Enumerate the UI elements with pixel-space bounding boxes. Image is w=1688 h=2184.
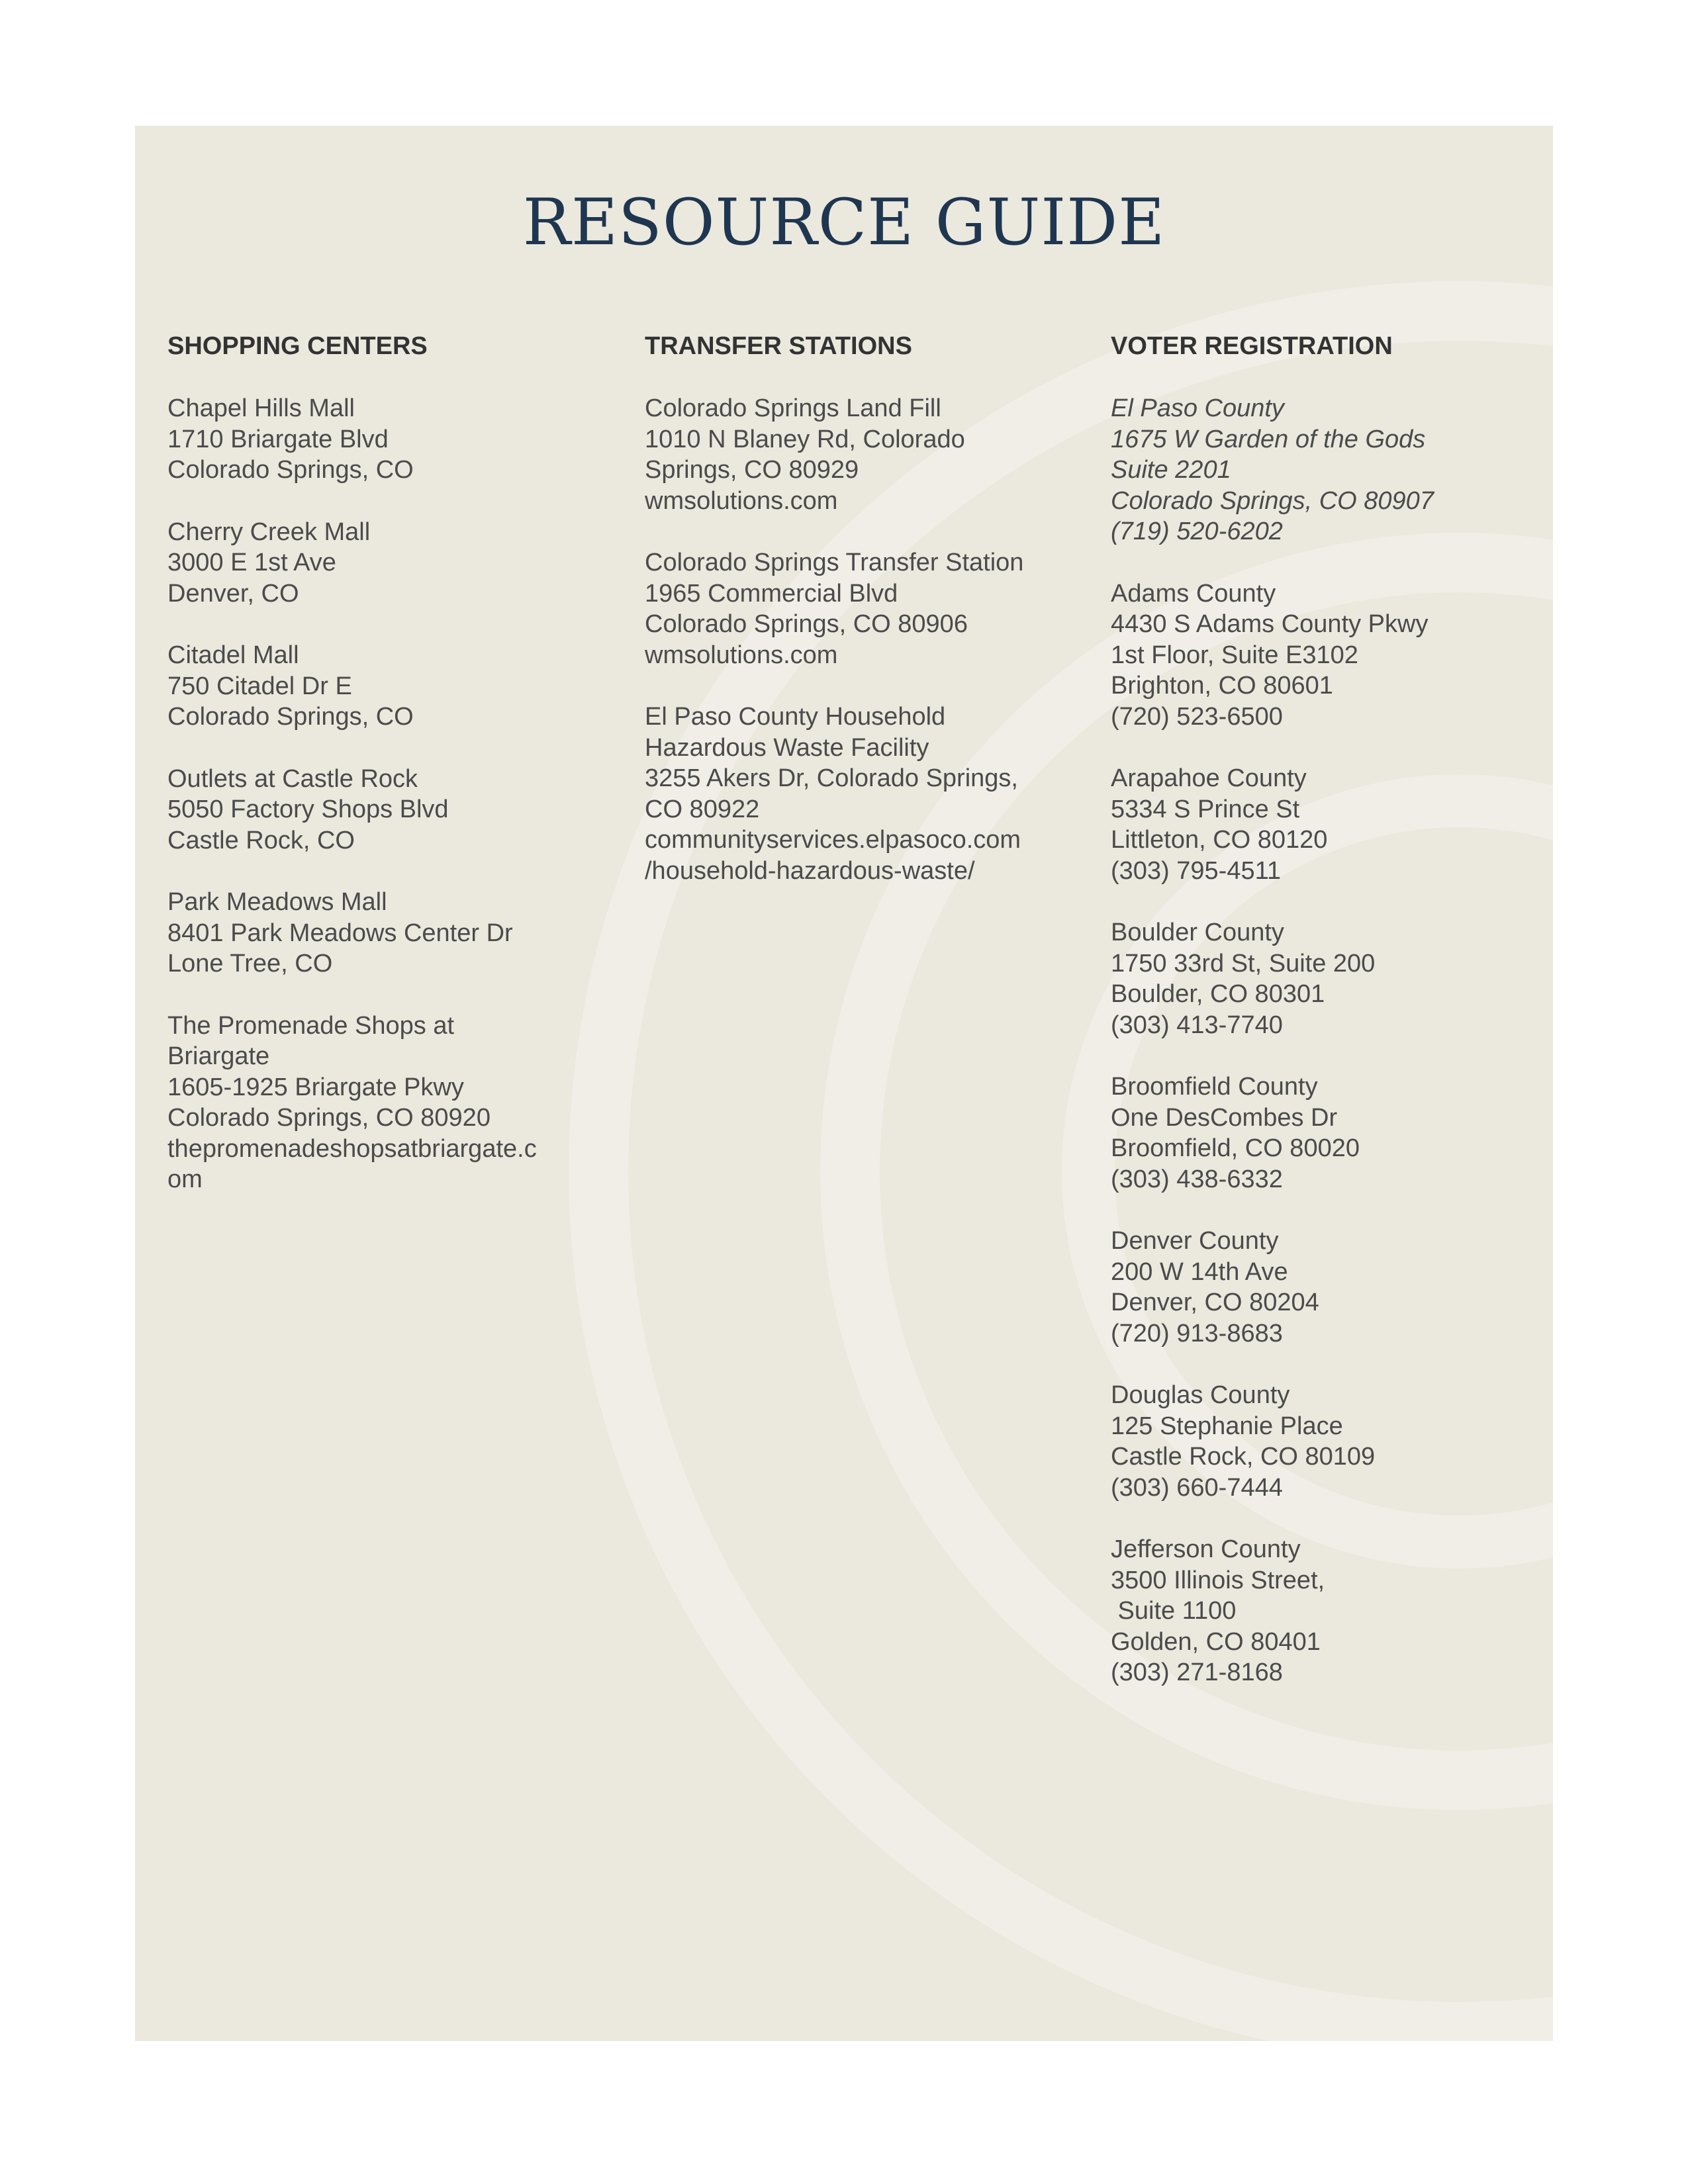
column-transfer-stations	[645, 331, 1095, 917]
entry-name: Citadel Mall	[167, 641, 299, 669]
page-title: RESOURCE GUIDE	[522, 185, 1166, 259]
entry-detail: Suite 1100	[1111, 1597, 1237, 1625]
entry-detail: 750 Citadel Dr E	[167, 672, 352, 700]
entry-detail: 1710 Briargate Blvd	[167, 425, 389, 453]
entry-detail: (303) 660-7444	[1111, 1473, 1283, 1502]
entry-name: Outlets at Castle Rock	[167, 764, 418, 793]
entry-detail: 5050 Factory Shops Blvd	[167, 796, 449, 823]
entry-detail: 1750 33rd St, Suite 200	[1111, 949, 1376, 978]
entry-detail: (303) 271-8168	[1111, 1659, 1283, 1686]
entry-detail: 3255 Akers Dr, Colorado Springs,	[645, 764, 1018, 792]
list-item	[167, 887, 604, 979]
entry-name: Colorado Springs Land Fill	[645, 394, 941, 422]
section-heading-transfer-stations: TRANSFER STATIONS	[645, 332, 912, 360]
entry-detail: 4430 S Adams County Pkwy	[1111, 610, 1429, 638]
section-heading-shopping-centers: SHOPPING CENTERS	[167, 332, 428, 360]
column-shopping-centers	[167, 331, 604, 1226]
entry-name: Broomfield County	[1111, 1073, 1318, 1101]
entry-name: Denver County	[1111, 1227, 1279, 1255]
resource-guide-panel	[135, 126, 1553, 2041]
entry-detail: Briargate	[167, 1042, 270, 1070]
section-heading-voter-registration: VOTER REGISTRATION	[1111, 332, 1393, 360]
list-item	[167, 1011, 604, 1195]
entry-detail: (303) 413-7740	[1111, 1011, 1283, 1039]
entry-detail: 1st Floor, Suite E3102	[1111, 641, 1358, 669]
list-item	[645, 702, 1095, 886]
entry-detail: Colorado Springs, CO 80907	[1111, 486, 1434, 515]
entry-name: Arapahoe County	[1111, 764, 1307, 792]
list-item	[167, 517, 604, 610]
entry-detail: Broomfield, CO 80020	[1111, 1134, 1360, 1162]
list-item	[167, 393, 604, 486]
list-item	[645, 393, 1095, 516]
entry-detail: 1965 Commercial Blvd	[645, 579, 898, 608]
shopping-centers-list	[167, 393, 604, 1195]
entry-detail: Hazardous Waste Facility	[645, 733, 929, 762]
entry-detail: Colorado Springs, CO 80920	[167, 1104, 491, 1132]
entry-detail: Boulder, CO 80301	[1111, 980, 1325, 1008]
entry-name: El Paso County Household	[645, 703, 946, 731]
transfer-stations-list	[645, 393, 1095, 886]
entry-detail: Castle Rock, CO 80109	[1111, 1443, 1376, 1471]
entry-detail: (303) 438-6332	[1111, 1165, 1283, 1193]
list-item	[1111, 1071, 1534, 1195]
entry-detail: wmsolutions.com	[645, 641, 838, 669]
entry-detail: /household-hazardous-waste/	[645, 856, 975, 885]
entry-detail: 3500 Illinois Street,	[1111, 1566, 1325, 1594]
entry-detail: Colorado Springs, CO 80906	[645, 610, 968, 638]
entry-name: Colorado Springs Transfer Station	[645, 549, 1024, 576]
entry-detail: 1675 W Garden of the Gods	[1111, 425, 1426, 453]
list-item	[167, 764, 604, 856]
entry-detail: 200 W 14th Ave	[1111, 1257, 1288, 1286]
entry-name: Douglas County	[1111, 1381, 1290, 1409]
entry-detail: One DesCombes Dr	[1111, 1103, 1338, 1132]
entry-detail: Lone Tree, CO	[167, 950, 333, 978]
list-item	[1111, 1226, 1534, 1349]
list-item	[1111, 917, 1534, 1040]
entry-detail: (720) 523-6500	[1111, 702, 1283, 731]
list-item	[167, 640, 604, 733]
entry-detail: 5334 S Prince St	[1111, 795, 1300, 823]
entry-detail: CO 80922	[645, 795, 760, 823]
entry-detail: (719) 520-6202	[1111, 518, 1283, 545]
entry-detail: Springs, CO 80929	[645, 456, 859, 484]
entry-detail: Colorado Springs, CO	[167, 703, 414, 731]
voter-registration-list	[1111, 393, 1534, 1688]
entry-name: Boulder County	[1111, 919, 1284, 946]
list-item	[1111, 578, 1534, 733]
entry-detail: Brighton, CO 80601	[1111, 672, 1333, 700]
list-item	[1111, 393, 1534, 547]
entry-detail: Littleton, CO 80120	[1111, 826, 1328, 854]
list-item	[1111, 763, 1534, 886]
entry-detail: 1605-1925 Briargate Pkwy	[167, 1073, 464, 1101]
entry-detail: 8401 Park Meadows Center Dr	[167, 919, 513, 947]
entry-name: The Promenade Shops at	[167, 1011, 455, 1040]
entry-detail: om	[167, 1165, 203, 1193]
entry-detail: 125 Stephanie Place	[1111, 1412, 1343, 1440]
entry-detail: Castle Rock, CO	[167, 826, 355, 854]
entry-detail: Colorado Springs, CO	[167, 456, 414, 484]
entry-detail: thepromenadeshopsatbriargate.c	[167, 1134, 537, 1163]
entry-detail: Golden, CO 80401	[1111, 1627, 1321, 1656]
entry-detail: 1010 N Blaney Rd, Colorado	[645, 425, 965, 453]
entry-name: Park Meadows Mall	[167, 888, 387, 916]
entry-detail: Denver, CO	[167, 579, 299, 608]
list-item	[645, 547, 1095, 670]
entry-detail: communityservices.elpasoco.com	[645, 826, 1021, 854]
entry-name: Jefferson County	[1111, 1535, 1301, 1563]
entry-detail: (303) 795-4511	[1111, 856, 1282, 885]
entry-detail: wmsolutions.com	[645, 486, 838, 515]
entry-detail: (720) 913-8683	[1111, 1319, 1283, 1347]
entry-name: Chapel Hills Mall	[167, 394, 355, 422]
entry-name: Cherry Creek Mall	[167, 518, 371, 546]
entry-detail: 3000 E 1st Ave	[167, 549, 336, 576]
entry-detail: Denver, CO 80204	[1111, 1289, 1319, 1316]
entry-detail: Suite 2201	[1111, 456, 1231, 484]
list-item	[1111, 1534, 1534, 1688]
column-voter-registration	[1111, 331, 1534, 1719]
list-item	[1111, 1380, 1534, 1503]
entry-name: El Paso County	[1111, 394, 1284, 422]
entry-name: Adams County	[1111, 579, 1276, 608]
